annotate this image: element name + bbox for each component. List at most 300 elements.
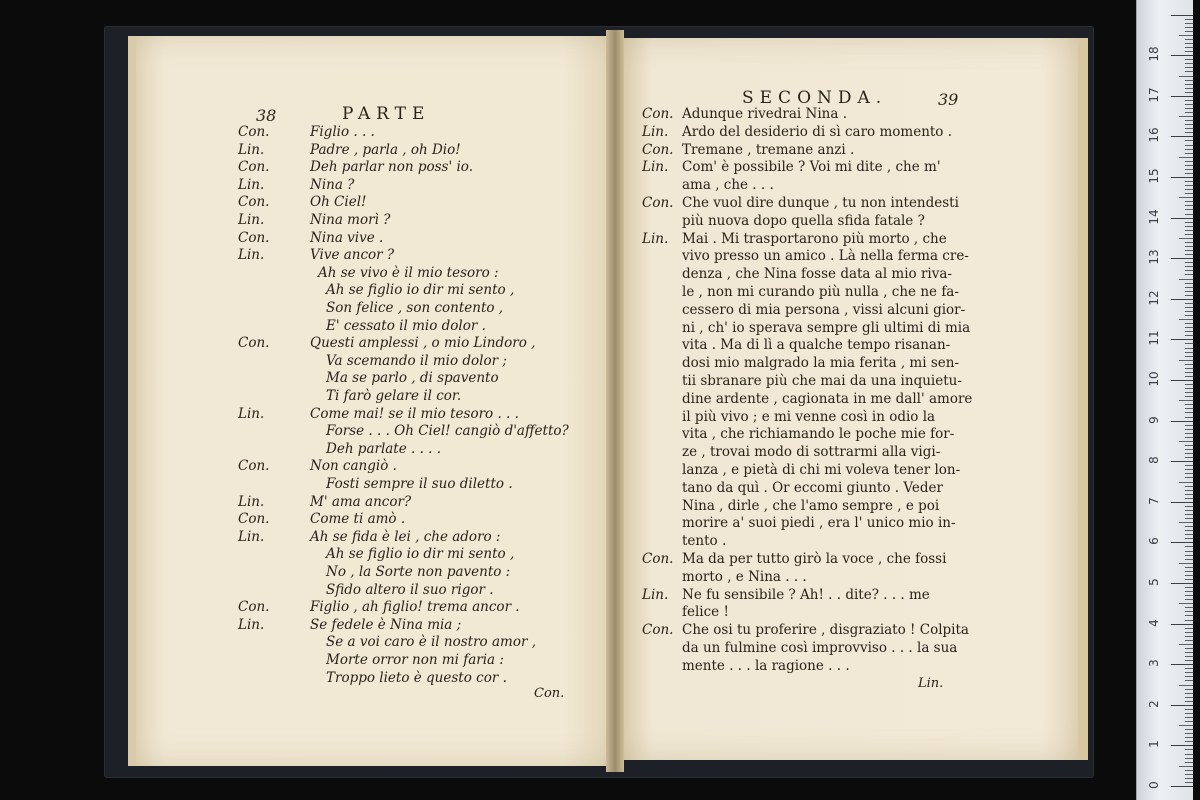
ruler-tick (1179, 725, 1193, 726)
ruler-tick (1171, 624, 1193, 625)
left-running-head: PARTE (342, 104, 431, 124)
text-line (238, 582, 568, 600)
ruler-tick (1185, 84, 1193, 85)
ruler-tick (1185, 567, 1193, 568)
line-text: Come mai! se il mio tesoro . . . (310, 405, 519, 422)
ruler-tick (1185, 526, 1193, 527)
line-text: Questi amplessi , o mio Lindoro , (310, 335, 536, 352)
ruler-tick (1185, 632, 1193, 633)
ruler-tick (1185, 680, 1193, 681)
left-page-number: 38 (256, 106, 277, 125)
ruler-tick (1185, 327, 1193, 328)
ruler-tick (1185, 457, 1193, 458)
ruler-tick (1179, 644, 1193, 645)
text-line (642, 266, 982, 284)
ruler-tick (1171, 55, 1193, 56)
ruler-tick (1185, 429, 1193, 430)
ruler-tick (1171, 745, 1193, 746)
text-line (238, 212, 568, 230)
ruler-tick (1185, 404, 1193, 405)
text-line (238, 318, 568, 336)
line-text: vita . Ma di lì a qualche tempo risanan- (682, 337, 951, 354)
ruler-tick (1185, 112, 1193, 113)
line-text: Che vuol dire dunque , tu non intendesti (682, 195, 959, 211)
line-text: morire a' suoi piedi , era l' unico mio in- (682, 515, 956, 532)
ruler-tick (1179, 157, 1193, 158)
ruler-tick (1185, 449, 1193, 450)
line-text: Se fedele è Nina mia ; (310, 616, 462, 633)
text-line (642, 213, 982, 231)
text-line (642, 355, 982, 373)
text-line (238, 282, 568, 300)
text-line (642, 195, 982, 213)
text-line (238, 670, 568, 688)
ruler-tick (1185, 770, 1193, 771)
ruler-tick (1185, 388, 1193, 389)
text-line (238, 529, 568, 547)
line-text: Come ti amò . (310, 511, 406, 528)
book-gutter (606, 30, 624, 772)
ruler-tick (1185, 108, 1193, 109)
line-text: Ah se figlio io dir mi sento , (326, 546, 515, 563)
ruler-tick (1185, 352, 1193, 353)
line-text: Tremane , tremane anzi . (682, 141, 855, 158)
ruler-number: 14 (1147, 208, 1161, 225)
ruler-tick (1185, 311, 1193, 312)
ruler-tick (1171, 583, 1193, 584)
right-running-head: SECONDA. (742, 88, 888, 108)
ruler-tick (1185, 599, 1193, 600)
ruler-tick (1185, 43, 1193, 44)
ruler-tick (1185, 368, 1193, 369)
line-text: morto , e Nina . . . (682, 568, 807, 585)
ruler-tick (1185, 595, 1193, 596)
ruler-tick (1171, 705, 1193, 706)
text-line (238, 494, 568, 512)
ruler-tick (1185, 140, 1193, 141)
speaker-label: Con. (238, 229, 270, 246)
ruler-tick (1185, 774, 1193, 775)
ruler-tick (1179, 197, 1193, 198)
ruler-tick (1185, 615, 1193, 616)
ruler-number: 17 (1147, 87, 1161, 103)
text-line (642, 142, 982, 160)
line-text: denza , che Nina fosse data al mio riva- (682, 266, 952, 283)
line-text: Deh parlar non poss' io. (310, 159, 473, 176)
line-text: ni , ch' io sperava sempre gli ultimi di mia (682, 319, 971, 336)
line-text: Ah se figlio io dir mi sento , (326, 282, 515, 299)
ruler-tick (1179, 400, 1193, 401)
text-line (238, 335, 568, 353)
text-line (642, 533, 982, 551)
left-catchword: Con. (534, 686, 565, 701)
speaker-label: Lin. (642, 230, 669, 247)
line-text: dine ardente , cagionata in me dall' amore (682, 390, 973, 407)
text-line (642, 658, 982, 676)
ruler-tick (1185, 303, 1193, 304)
ruler-tick (1185, 222, 1193, 223)
ruler-tick (1185, 469, 1193, 470)
line-text: Non cangiò . (310, 458, 397, 475)
line-text: dosi mio malgrado la mia ferita , mi sen- (682, 355, 960, 372)
text-line (642, 569, 982, 587)
ruler-tick (1185, 295, 1193, 296)
ruler-tick (1185, 128, 1193, 129)
ruler-number: 9 (1147, 415, 1161, 424)
text-line (238, 194, 568, 212)
ruler-tick (1185, 39, 1193, 40)
ruler-tick (1185, 648, 1193, 649)
ruler-tick (1185, 425, 1193, 426)
text-line (238, 177, 568, 195)
ruler-tick (1185, 214, 1193, 215)
line-text: Com' è possibile ? Voi mi dite , che m' (682, 159, 941, 176)
ruler-tick (1179, 563, 1193, 564)
ruler-tick (1185, 234, 1193, 235)
text-line (642, 124, 982, 142)
ruler-tick (1185, 534, 1193, 535)
ruler-number: 10 (1147, 371, 1161, 387)
ruler-tick (1185, 331, 1193, 332)
line-text: No , la Sorte non pavento : (326, 564, 511, 580)
ruler-tick (1185, 571, 1193, 572)
speaker-label: Lin. (238, 176, 265, 193)
text-line (238, 300, 568, 318)
ruler-tick (1185, 693, 1193, 694)
ruler-tick (1179, 238, 1193, 239)
measuring-ruler (1136, 0, 1193, 800)
right-page-number: 39 (938, 90, 959, 109)
ruler-tick (1185, 758, 1193, 759)
ruler-tick (1185, 412, 1193, 413)
ruler-tick (1185, 494, 1193, 495)
text-line (642, 177, 982, 195)
ruler-tick (1185, 120, 1193, 121)
ruler-tick (1185, 551, 1193, 552)
ruler-tick (1179, 319, 1193, 320)
ruler-tick (1185, 607, 1193, 608)
speaker-label: Lin. (238, 405, 265, 422)
ruler-tick (1185, 445, 1193, 446)
line-text: felice ! (682, 604, 729, 621)
ruler-tick (1185, 778, 1193, 779)
line-text: Ah se vivo è il mio tesoro : (318, 264, 499, 281)
ruler-tick (1171, 664, 1193, 665)
line-text: Va scemando il mio dolor ; (326, 352, 507, 369)
line-text: lanza , e pietà di chi mi voleva tener lon- (682, 462, 961, 478)
ruler-tick (1185, 660, 1193, 661)
ruler-tick (1185, 71, 1193, 72)
line-text: Ah se fida è lei , che adoro : (310, 528, 501, 545)
ruler-tick (1171, 502, 1193, 503)
ruler-number: 3 (1147, 659, 1161, 668)
ruler-tick (1185, 47, 1193, 48)
right-catchword: Lin. (918, 676, 944, 691)
ruler-tick (1185, 262, 1193, 263)
ruler-tick (1185, 628, 1193, 629)
ruler-tick (1185, 88, 1193, 89)
line-text: Sfido altero il suo rigor . (326, 581, 494, 598)
ruler-tick (1185, 530, 1193, 531)
ruler-number: 0 (1147, 781, 1161, 789)
ruler-tick (1185, 709, 1193, 710)
ruler-number: 16 (1147, 127, 1161, 144)
ruler-tick (1185, 652, 1193, 653)
ruler-tick (1179, 766, 1193, 767)
ruler-tick (1185, 498, 1193, 499)
ruler-tick (1185, 417, 1193, 418)
text-line (642, 480, 982, 498)
ruler-number: 2 (1147, 699, 1161, 708)
ruler-tick (1185, 697, 1193, 698)
text-line (642, 159, 982, 177)
text-line (238, 546, 568, 564)
ruler-tick (1185, 356, 1193, 357)
ruler-tick (1185, 640, 1193, 641)
ruler-tick (1179, 76, 1193, 77)
speaker-label: Con. (238, 458, 270, 475)
speaker-label: Lin. (642, 123, 669, 140)
ruler-tick (1171, 177, 1193, 178)
text-line (642, 106, 982, 124)
line-text: Ma se parlo , di spavento (326, 370, 499, 387)
text-line (642, 426, 982, 444)
ruler-tick (1185, 242, 1193, 243)
ruler-tick (1185, 518, 1193, 519)
ruler-tick (1185, 555, 1193, 556)
ruler-tick (1185, 384, 1193, 385)
ruler-tick (1185, 721, 1193, 722)
ruler-tick (1185, 636, 1193, 637)
ruler-tick (1185, 741, 1193, 742)
ruler-tick (1185, 506, 1193, 507)
ruler-tick (1185, 538, 1193, 539)
ruler-tick (1185, 477, 1193, 478)
ruler-tick (1185, 291, 1193, 292)
ruler-tick (1185, 19, 1193, 20)
ruler-tick (1185, 620, 1193, 621)
ruler-tick (1185, 782, 1193, 783)
ruler-tick (1185, 226, 1193, 227)
text-line (238, 370, 568, 388)
ruler-tick (1185, 274, 1193, 275)
ruler-tick (1185, 343, 1193, 344)
ruler-tick (1185, 287, 1193, 288)
speaker-label: Lin. (238, 141, 265, 158)
ruler-tick (1185, 246, 1193, 247)
ruler-tick (1171, 96, 1193, 97)
ruler-tick (1185, 189, 1193, 190)
speaker-label: Con. (238, 599, 270, 616)
ruler-tick (1179, 522, 1193, 523)
text-line (238, 476, 568, 494)
text-line (642, 640, 982, 658)
ruler-tick (1185, 31, 1193, 32)
ruler-tick (1185, 59, 1193, 60)
speaker-label: Lin. (238, 247, 265, 264)
ruler-tick (1185, 205, 1193, 206)
line-text: Ne fu sensibile ? Ah! . . dite? . . . me (682, 586, 930, 603)
ruler-tick (1185, 717, 1193, 718)
ruler-tick (1179, 116, 1193, 117)
ruler-number: 7 (1147, 496, 1161, 505)
ruler-tick (1185, 408, 1193, 409)
ruler-tick (1185, 254, 1193, 255)
text-line (642, 587, 982, 605)
text-line (642, 320, 982, 338)
line-text: M' ama ancor? (310, 493, 412, 510)
ruler-tick (1185, 490, 1193, 491)
ruler-tick (1171, 136, 1193, 137)
speaker-label: Lin. (642, 159, 669, 176)
line-text: Padre , parla , oh Dio! (310, 141, 461, 158)
text-line (642, 604, 982, 622)
line-text: vita , che richiamando le poche mie for- (682, 426, 955, 443)
text-line (238, 617, 568, 635)
line-text: Figlio . . . (310, 124, 375, 140)
line-text: tento . (682, 533, 727, 550)
ruler-tick (1185, 729, 1193, 730)
line-text: Mai . Mi trasportarono più morto , che (682, 230, 947, 247)
ruler-tick (1185, 165, 1193, 166)
line-text: mente . . . la ragione . . . (682, 657, 850, 674)
ruler-tick (1185, 173, 1193, 174)
line-text: tano da quì . Or eccomi giunto . Veder (682, 479, 943, 496)
text-line (238, 388, 568, 406)
ruler-tick (1185, 611, 1193, 612)
ruler-tick (1185, 762, 1193, 763)
line-text: il più vivo ; e mi venne così in odio la (682, 408, 936, 425)
ruler-tick (1179, 603, 1193, 604)
text-line (238, 159, 568, 177)
text-line (642, 551, 982, 569)
ruler-tick (1171, 339, 1193, 340)
line-text: Forse . . . Oh Ciel! cangiò d'affetto? (326, 423, 569, 440)
line-text: E' cessato il mio dolor . (326, 317, 486, 334)
text-line (642, 622, 982, 640)
ruler-tick (1185, 465, 1193, 466)
ruler-tick (1179, 441, 1193, 442)
speaker-label: Lin. (238, 493, 265, 510)
ruler-tick (1185, 169, 1193, 170)
line-text: Morte orror non mi faria : (326, 652, 504, 668)
ruler-tick (1185, 376, 1193, 377)
line-text: Fosti sempre il suo diletto . (326, 476, 513, 492)
text-line (238, 353, 568, 371)
speaker-label: Lin. (642, 586, 669, 603)
text-line (238, 634, 568, 652)
ruler-number: 6 (1147, 537, 1161, 546)
speaker-label: Con. (238, 159, 270, 176)
ruler-tick (1185, 348, 1193, 349)
text-line (642, 284, 982, 302)
ruler-tick (1185, 559, 1193, 560)
ruler-tick (1185, 514, 1193, 515)
speaker-label: Con. (238, 194, 270, 211)
ruler-tick (1179, 360, 1193, 361)
text-line (642, 498, 982, 516)
ruler-tick (1185, 181, 1193, 182)
line-text: Ti farò gelare il cor. (326, 388, 462, 404)
text-line (238, 511, 568, 529)
ruler-number: 5 (1147, 578, 1161, 586)
text-line (642, 302, 982, 320)
ruler-tick (1185, 307, 1193, 308)
speaker-label: Con. (238, 511, 270, 528)
ruler-tick (1185, 161, 1193, 162)
ruler-tick (1185, 270, 1193, 271)
text-line (238, 247, 568, 265)
line-text: le , non mi curando più nulla , che ne fa- (682, 284, 959, 300)
ruler-tick (1185, 591, 1193, 592)
line-text: Deh parlate . . . . (326, 440, 442, 457)
ruler-tick (1185, 737, 1193, 738)
ruler-tick (1185, 754, 1193, 755)
line-text: vivo presso un amico . Là nella ferma cre- (682, 248, 969, 265)
ruler-tick (1185, 315, 1193, 316)
line-text: Ardo del desiderio di sì caro momento . (682, 123, 953, 140)
speaker-label: Con. (642, 622, 674, 639)
ruler-tick (1185, 749, 1193, 750)
ruler-tick (1185, 689, 1193, 690)
text-line (238, 142, 568, 160)
ruler-tick (1185, 132, 1193, 133)
text-line (238, 599, 568, 617)
ruler-tick (1185, 149, 1193, 150)
ruler-tick (1185, 733, 1193, 734)
ruler-tick (1185, 486, 1193, 487)
ruler-tick (1185, 575, 1193, 576)
text-line (642, 462, 982, 480)
line-text: Ma da per tutto girò la voce , che fossi (682, 551, 947, 567)
text-line (642, 444, 982, 462)
line-text: Nina , dirle , che l'amo sempre , e poi (682, 497, 940, 514)
text-line (642, 373, 982, 391)
ruler-number: 1 (1147, 740, 1161, 749)
ruler-tick (1179, 35, 1193, 36)
ruler-number: 4 (1147, 618, 1161, 627)
ruler-tick (1171, 786, 1193, 787)
speaker-label: Con. (238, 335, 270, 352)
speaker-label: Con. (642, 551, 674, 567)
ruler-tick (1185, 185, 1193, 186)
ruler-tick (1171, 258, 1193, 259)
ruler-tick (1185, 392, 1193, 393)
ruler-tick (1171, 461, 1193, 462)
speaker-label: Lin. (238, 616, 265, 633)
line-text: cessero di mia persona , vissi alcuni gior- (682, 301, 966, 318)
ruler-tick (1185, 323, 1193, 324)
ruler-tick (1185, 510, 1193, 511)
line-text: Se a voi caro è il nostro amor , (326, 634, 536, 651)
ruler-tick (1185, 153, 1193, 154)
ruler-tick (1185, 672, 1193, 673)
ruler-tick (1171, 299, 1193, 300)
ruler-tick (1185, 67, 1193, 68)
line-text: da un fulmine così improvviso . . . la sua (682, 640, 958, 656)
ruler-tick (1185, 193, 1193, 194)
ruler-tick (1185, 63, 1193, 64)
text-line (238, 423, 568, 441)
speaker-label: Lin. (238, 212, 265, 228)
line-text: Son felice , son contento , (326, 300, 504, 316)
ruler-tick (1171, 15, 1193, 16)
line-text: ama , che . . . (682, 177, 774, 194)
ruler-tick (1185, 453, 1193, 454)
line-text: Nina vive . (310, 229, 384, 246)
ruler-tick (1185, 676, 1193, 677)
ruler-tick (1185, 250, 1193, 251)
